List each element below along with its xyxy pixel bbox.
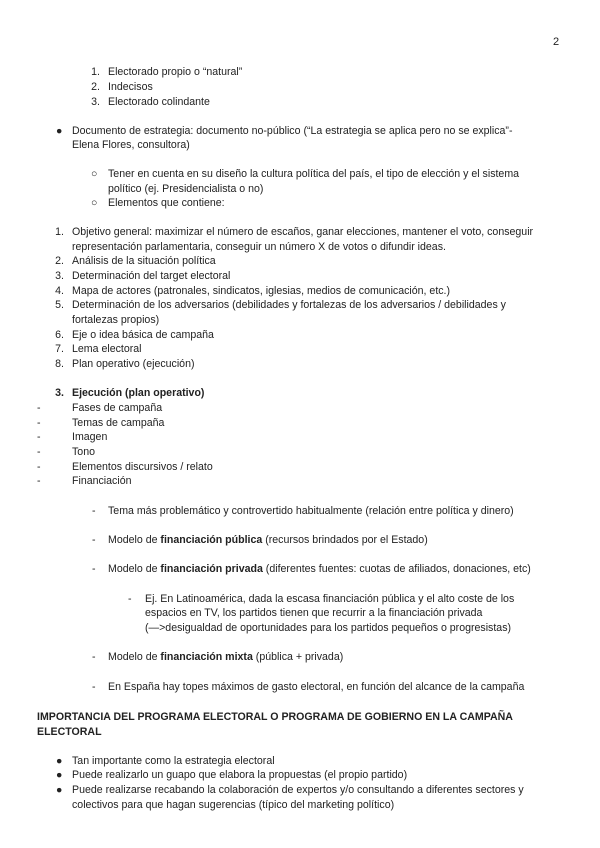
financing-example: Ej. En Latinoamérica, dada la escasa financiación pública y el alto coste de los — [145, 593, 515, 605]
model-prefix: Modelo de — [108, 534, 161, 546]
element-item: Objetivo general: maximizar el número de escaños, ganar elecciones, mantener el voto, conseguir — [72, 226, 534, 238]
element-item: fortalezas propios) — [72, 314, 160, 326]
voter-type-item: Electorado colindante — [108, 96, 210, 108]
public-bold: financiación pública — [160, 534, 263, 546]
public-rest: (recursos brindados por el Estado) — [262, 534, 428, 546]
element-item: Mapa de actores (patronales, sindicatos, iglesias, medios de comunicación, etc.) — [72, 285, 451, 297]
importance-heading: ELECTORAL — [37, 726, 102, 738]
list-marker: 8. — [55, 358, 64, 370]
list-marker: 4. — [55, 285, 64, 297]
model-prefix: Modelo de — [108, 651, 161, 663]
element-item: Análisis de la situación política — [72, 255, 216, 267]
execution-item: Temas de campaña — [72, 417, 165, 429]
financing-example: (—>desigualdad de oportunidades para los partidos pequeños o progresistas) — [145, 622, 512, 634]
element-item: Determinación del target electoral — [72, 270, 231, 282]
list-marker: 5. — [55, 299, 64, 311]
dash-marker: - — [92, 563, 96, 575]
importance-item: Puede realizarse recabando la colaboración de expertos y/o consultando a diferentes sectores y — [72, 784, 524, 796]
mixed-bold: financiación mixta — [160, 651, 253, 663]
dash-marker: - — [37, 431, 41, 443]
list-marker: 3. — [55, 270, 64, 282]
mixed-rest: (pública + privada) — [252, 651, 344, 663]
element-item: Eje o idea básica de campaña — [72, 329, 214, 341]
private-rest: (diferentes fuentes: cuotas de afiliados, donaciones, etc) — [262, 563, 531, 575]
execution-item: Financiación — [72, 475, 132, 487]
strategy-sub-text: Tener en cuenta en su diseño la cultura política del país, el tipo de elección y el sistema — [108, 168, 520, 180]
dash-marker: - — [37, 446, 41, 458]
dash-marker: - — [37, 475, 41, 487]
list-marker: 6. — [55, 329, 64, 341]
list-marker: 3. — [55, 387, 64, 399]
voter-type-item: Indecisos — [108, 81, 153, 93]
element-item: Determinación de los adversarios (debilidades y fortalezas de los adversarios / debilidades y — [72, 299, 506, 311]
bullet-dot: ● — [56, 784, 63, 796]
execution-item: Fases de campaña — [72, 402, 163, 414]
bullet-dot: ● — [56, 125, 63, 137]
strategy-sub-text: político (ej. Presidencialista o no) — [108, 183, 264, 195]
importance-item: Tan importante como la estrategia electoral — [72, 755, 275, 767]
list-marker: 2. — [55, 255, 64, 267]
bullet-circle: ○ — [91, 168, 98, 180]
bullet-circle: ○ — [91, 197, 98, 209]
bullet-dot: ● — [56, 769, 63, 781]
list-marker: 3. — [91, 96, 100, 108]
model-prefix: Modelo de — [108, 563, 161, 575]
importance-item: Puede realizarlo un guapo que elabora la propuestas (el propio partido) — [72, 769, 408, 781]
importance-heading: IMPORTANCIA DEL PROGRAMA ELECTORAL O PROGRAMA DE GOBIERNO EN LA CAMPAÑA — [37, 711, 513, 723]
dash-marker: - — [37, 402, 41, 414]
dash-marker: - — [92, 505, 96, 517]
voter-type-item: Electorado propio o “natural” — [108, 66, 243, 78]
execution-heading: Ejecución (plan operativo) — [72, 387, 205, 399]
dash-marker: - — [37, 461, 41, 473]
list-marker: 1. — [91, 66, 100, 78]
element-item: Plan operativo (ejecución) — [72, 358, 195, 370]
dash-marker: - — [37, 417, 41, 429]
execution-item: Tono — [72, 446, 95, 458]
execution-item: Elementos discursivos / relato — [72, 461, 213, 473]
financing-item: Tema más problemático y controvertido habitualmente (relación entre política y dinero) — [108, 505, 514, 517]
dash-marker: - — [92, 681, 96, 693]
private-bold: financiación privada — [160, 563, 263, 575]
dash-marker: - — [128, 593, 132, 605]
financing-example: espacios en TV, los partidos tienen que recurrir a la financiación privada — [145, 607, 483, 619]
financing-mixed — [108, 650, 343, 664]
importance-item: colectivos para que hagan sugerencias (típico del marketing político) — [72, 799, 395, 811]
financing-public — [108, 533, 428, 547]
strategy-sub-text: Elementos que contiene: — [108, 197, 225, 209]
execution-item: Imagen — [72, 431, 108, 443]
strategy-doc-text: Documento de estrategia: documento no-público (“La estrategia se aplica pero no se explica”- — [72, 125, 513, 137]
list-marker: 2. — [91, 81, 100, 93]
element-item: representación parlamentaria, conseguir un número X de votos o difundir ideas. — [72, 241, 446, 253]
page-number: 2 — [553, 36, 560, 48]
financing-private — [108, 562, 531, 576]
bullet-dot: ● — [56, 755, 63, 767]
dash-marker: - — [92, 651, 96, 663]
dash-marker: - — [92, 534, 96, 546]
element-item: Lema electoral — [72, 343, 142, 355]
financing-spain: En España hay topes máximos de gasto electoral, en función del alcance de la campaña — [108, 681, 525, 693]
list-marker: 1. — [55, 226, 64, 238]
strategy-doc-text: Elena Flores, consultora) — [72, 139, 190, 151]
list-marker: 7. — [55, 343, 64, 355]
